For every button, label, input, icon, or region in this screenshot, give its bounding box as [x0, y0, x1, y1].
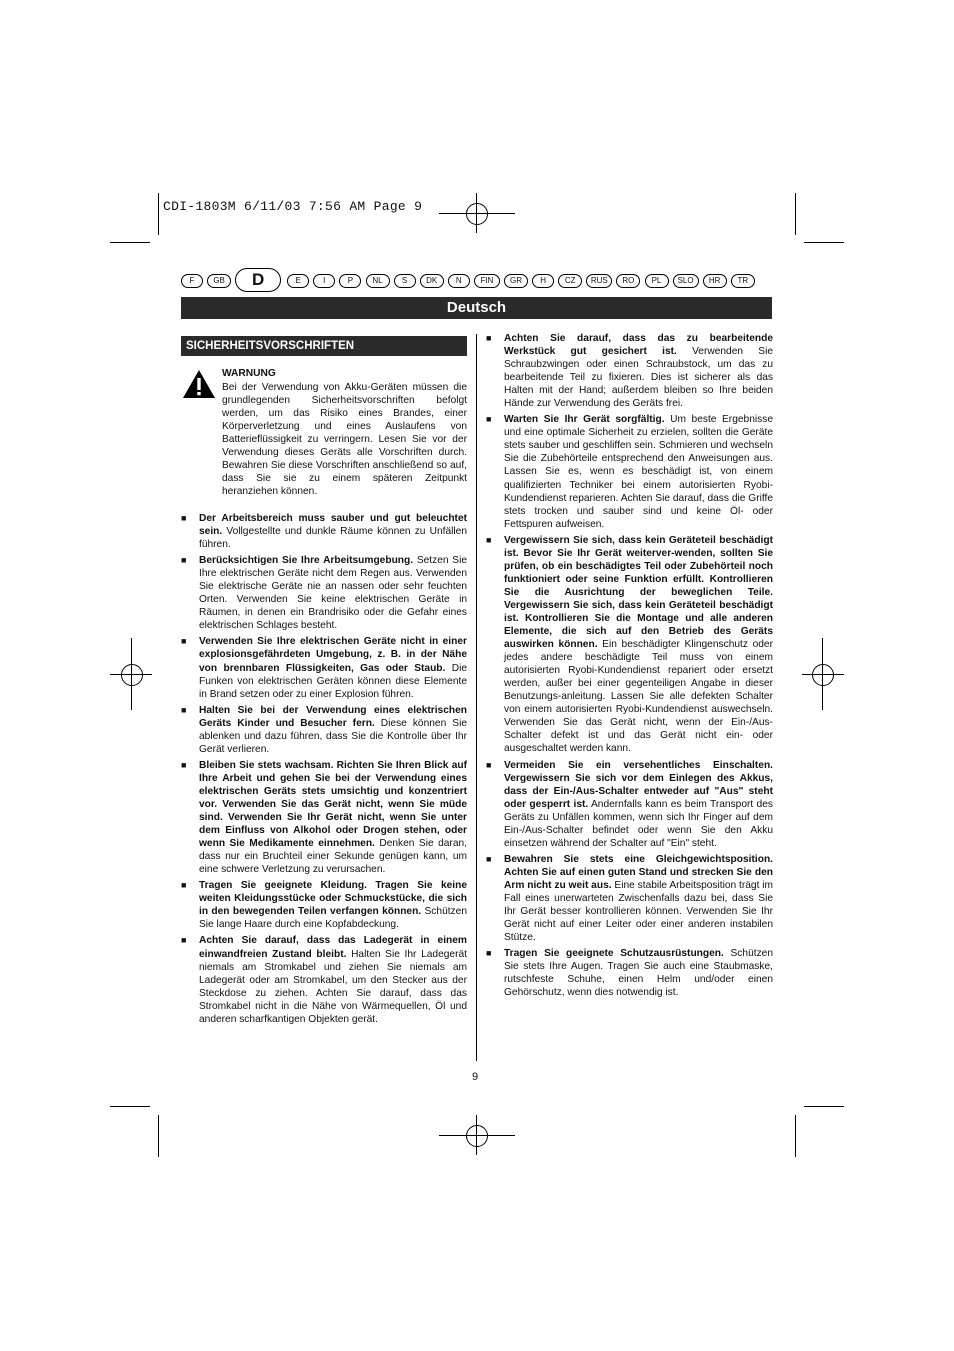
item-heading: Verwenden Sie Ihre elektrischen Geräte nicht in einer explosionsgefährdeten Umgebung, z. B. in der Nähe von brennbaren Flüssigkeiten, Gas oder Staub. [199, 636, 467, 674]
language-tab-pl[interactable]: PL [645, 274, 669, 288]
language-tab-rus[interactable]: RUS [586, 274, 612, 288]
bullet-icon: ■ [486, 534, 492, 545]
language-tab-fin[interactable]: FIN [474, 274, 500, 288]
bullet-icon: ■ [486, 333, 492, 343]
language-tab-gr[interactable]: GR [504, 274, 528, 288]
registration-mark [466, 203, 488, 225]
item-heading: Der Arbeitsbereich muss sauber und gut beleuchtet sein. [199, 513, 467, 538]
item-text: Andernfalls kann es beim Transport des Geräts zu Unfällen kommen, wenn sich Ihr Finger auf dem Ein-/Aus-Schalter befindet oder wenn Sie den Akku einsetzen während der Schalter auf "Ein" steht. [504, 798, 773, 849]
item-text: Schützen Sie stets Ihre Augen. Tragen Sie auch eine Staubmaske, rutschfeste Schuhe, einen Helm und/oder einen Gehörschutz, wenn dies notwendig ist. [504, 948, 773, 999]
bullet-icon: ■ [486, 948, 492, 959]
list-item [486, 534, 773, 756]
registration-mark [439, 1135, 515, 1136]
language-tab-i[interactable]: I [313, 274, 335, 288]
item-heading: Achten Sie darauf, dass das zu bearbeitende Werkstück gut gesichert ist. [504, 333, 773, 358]
language-tab-hr[interactable]: HR [703, 274, 727, 288]
list-item [486, 853, 773, 944]
language-tab-tr[interactable]: TR [731, 274, 755, 288]
item-text: Verwenden Sie Schraubzwingen oder einen Schraubstock, um das zu bearbeitende Teil zu fixieren. Dies ist sicherer als das Halten mit der Hand; außerdem bleiben so Ihre beiden Hände zur Verwendung des Geräts frei. [504, 346, 773, 410]
item-text: Halten Sie Ihr Ladegerät niemals am Stromkabel und ziehen Sie niemals am Ladegerät oder am Stromkabel, um den Stecker aus der Steckdose zu ziehen. Achten Sie darauf, dass das Stromkabel nicht in die Nähe von Wärmequellen, Öl und anderen scharfkantigen Objekten gerät. [199, 948, 467, 1025]
registration-mark [476, 193, 477, 233]
bullet-icon: ■ [181, 555, 187, 566]
bullet-icon: ■ [181, 759, 187, 770]
warning-text: Bei der Verwendung von Akku-Geräten müssen die grundlegenden Sicherheitsvorschriften befolgt werden, um das Risiko eines Brandes, einer Körperverletzung und eines Auslaufens von Batterieflüssigkeit zu verringern. Lesen Sie vor der Verwendung dieses Geräts alle Vorschriften durch. Bewahren Sie diese Vorschriften anschließend so auf, dass Sie sie zu einem späteren Zeitpunkt heranziehen können. [222, 382, 467, 498]
item-heading: Bewahren Sie stets eine Gleichgewichtsposition. Achten Sie auf einen guten Stand und strecken Sie den Arm nicht zu weit aus. [504, 853, 773, 891]
bullet-icon: ■ [181, 880, 187, 891]
crop-mark [795, 1115, 796, 1157]
language-tab-h[interactable]: H [532, 274, 554, 288]
item-heading: Warten Sie Ihr Gerät sorgfältig. [504, 414, 665, 426]
registration-mark [121, 664, 143, 686]
warning-icon [182, 369, 216, 399]
language-tab-nl[interactable]: NL [366, 274, 390, 288]
item-heading: Vermeiden Sie ein versehentliches Einschalten. Vergewissern Sie sich vor dem Einlegen des Akkus, dass der Ein-/Aus-Schalter entweder auf "Aus" steht oder gesperrt ist. [504, 759, 773, 810]
left-column [181, 512, 467, 1029]
item-heading: Tragen Sie geeignete Schutzausrüstungen. [504, 948, 724, 960]
item-heading: Berücksichtigen Sie Ihre Arbeitsumgebung. [199, 555, 414, 567]
item-heading: Vergewissern Sie sich, dass kein Geräteteil beschädigt ist. Bevor Sie Ihr Gerät weiterver-wenden, sollten Sie prüfen, ob ein beschädigtes Teil oder Zubehörteil noch funktioniert oder seine Funktion erfüllt. Kontrollieren Sie die Ausrichtung der beweglichen Teile. Vergewissern Sie sich, dass kein Geräteteil beschädigt ist. Kontrollieren Sie die Montage und alle anderen Elemente, die sich auf den Betrieb des Geräts auswirken können. [504, 534, 773, 651]
language-tab-gb[interactable]: GB [207, 274, 231, 288]
registration-mark [466, 1125, 488, 1147]
bullet-icon: ■ [181, 935, 187, 946]
bullet-icon: ■ [486, 414, 492, 425]
item-text: Die Funken von elektrischen Geräten können diese Elemente in Brand setzen oder zu einer Explosion führen. [199, 662, 468, 700]
list-item [486, 413, 773, 530]
list-item [181, 554, 467, 632]
registration-mark [131, 638, 132, 710]
list-item [181, 759, 467, 876]
item-text: Schützen Sie lange Haare durch eine Kopfabdeckung. [199, 906, 467, 931]
list-item [181, 704, 467, 756]
language-tab-cz[interactable]: CZ [558, 274, 582, 288]
crop-mark [804, 242, 844, 243]
language-tabs [181, 268, 773, 292]
bullet-icon: ■ [486, 759, 492, 770]
registration-mark [802, 674, 844, 675]
item-heading: Achten Sie darauf, dass das Ladegerät in einem einwandfreien Zustand bleibt. [199, 935, 467, 960]
item-text: Diese können Sie ablenken und dazu führen, dass Sie die Kontrolle über Ihr Gerät verlieren. [199, 717, 467, 755]
language-tab-dk[interactable]: DK [420, 274, 444, 288]
bullet-icon: ■ [486, 853, 492, 864]
language-tab-ro[interactable]: RO [616, 274, 640, 288]
registration-mark [812, 664, 834, 686]
language-tab-slo[interactable]: SLO [673, 274, 699, 288]
crop-mark [804, 1106, 844, 1107]
language-tab-e[interactable]: E [287, 274, 309, 288]
item-text: Ein beschädigter Klingenschutz oder jedes andere beschädigte Teil muss von einem autorisierten Ryobi-Kundendienst repariert oder ersetzt werden, außer bei einer gegenteiligen Angabe in dieser Benutzungs-anleitung. Lassen Sie alle defekten Schalter von einem autorisierten Ryobi-Kundendienst auswechseln. Verwenden Sie das Gerät nicht, wenn der Ein-/Aus-Schalter defekt ist und das Gerät nicht ein- oder ausgeschaltet werden kann. [504, 639, 773, 755]
list-item [486, 947, 773, 999]
list-item [181, 934, 467, 1025]
page-title: Deutsch [181, 297, 772, 319]
item-text: Setzen Sie Ihre elektrischen Geräte nicht dem Regen aus. Verwenden Sie elektrische Geräte nie an nassen oder sehr feuchten Orten. Verwenden Sie keine elektrischen Geräte in Räumen, in denen ein Brandrisiko oder die Gefahr eines elektrischen Schlages besteht. [199, 555, 467, 632]
print-slug: CDI-1803M 6/11/03 7:56 AM Page 9 [163, 199, 423, 214]
page-number: 9 [472, 1071, 479, 1083]
section-title: SICHERHEITSVORSCHRIFTEN [181, 336, 467, 356]
item-heading: Halten Sie bei der Verwendung eines elektrischen Geräts Kinder und Besucher fern. [199, 704, 467, 729]
item-text: Denken Sie daran, dass nur ein Bruchteil einer Sekunde genügen kann, um eine schwere Verletzung zu verursachen. [199, 838, 467, 876]
registration-mark [822, 638, 823, 710]
list-item [181, 512, 467, 551]
crop-mark [158, 1115, 159, 1157]
item-text: Vollgestellte und dunkle Räume können zu Unfällen führen. [199, 526, 467, 551]
item-text: Eine stabile Arbeitsposition trägt im Fall eines unerwarteten Zwischenfalls dazu bei, dass Sie Ihr Gerät besser kontrollieren können. Verwenden Sie Ihr Gerät nicht auf einer Leiter oder einer anderen instabilen Stütze. [504, 879, 773, 944]
crop-mark [110, 242, 150, 243]
bullet-icon: ■ [181, 636, 187, 647]
language-tab-p[interactable]: P [339, 274, 361, 288]
crop-mark [795, 193, 796, 235]
crop-mark [158, 193, 159, 235]
registration-mark [439, 213, 515, 214]
list-item [486, 332, 773, 410]
warning-block [222, 367, 467, 498]
bullet-icon: ■ [181, 513, 187, 523]
warning-title: WARNUNG [222, 368, 276, 379]
item-heading: Bleiben Sie stets wachsam. Richten Sie Ihren Blick auf Ihre Arbeit und gehen Sie bei der Verwendung eines elektrischen Geräts stets umsichtig und konzentriert vor. Verwenden Sie das Gerät nicht, wenn Sie müde sind. Verwenden Sie Ihr Gerät nicht, wenn Sie unter dem Einfluss von Alkohol oder Drogen stehen, oder wenn Sie Medikamente einnehmen. [199, 759, 467, 850]
list-item [181, 635, 467, 700]
language-tab-d[interactable]: D [235, 268, 281, 292]
language-tab-s[interactable]: S [394, 274, 416, 288]
list-item [181, 879, 467, 931]
crop-mark [110, 1106, 150, 1107]
item-text: Um beste Ergebnisse und eine optimale Sicherheit zu erzielen, sollten die Geräte stets sauber und geschliffen sein. Schmieren und wechseln Sie die Zubehörteile entsprechend den Anweisungen aus. Lassen Sie es, wenn es beschädigt ist, von einem qualifizierten Techniker bei einem autorisierten Ryobi-Kundendienst reparieren. Achten Sie darauf, dass die Griffe stets trocken und sauber sind und keine Öl- oder Fettspuren aufweisen. [504, 414, 773, 530]
item-heading: Tragen Sie geeignete Kleidung. Tragen Sie keine weiten Kleidungsstücke oder Schmuckstücke, die sich in den bewegenden Teilen verfangen können. [199, 880, 467, 918]
language-tab-f[interactable]: F [181, 274, 203, 288]
column-divider [476, 334, 477, 1061]
bullet-icon: ■ [181, 704, 187, 715]
list-item [486, 759, 773, 850]
registration-mark [476, 1115, 477, 1155]
right-column [486, 332, 773, 1002]
language-tab-n[interactable]: N [448, 274, 470, 288]
